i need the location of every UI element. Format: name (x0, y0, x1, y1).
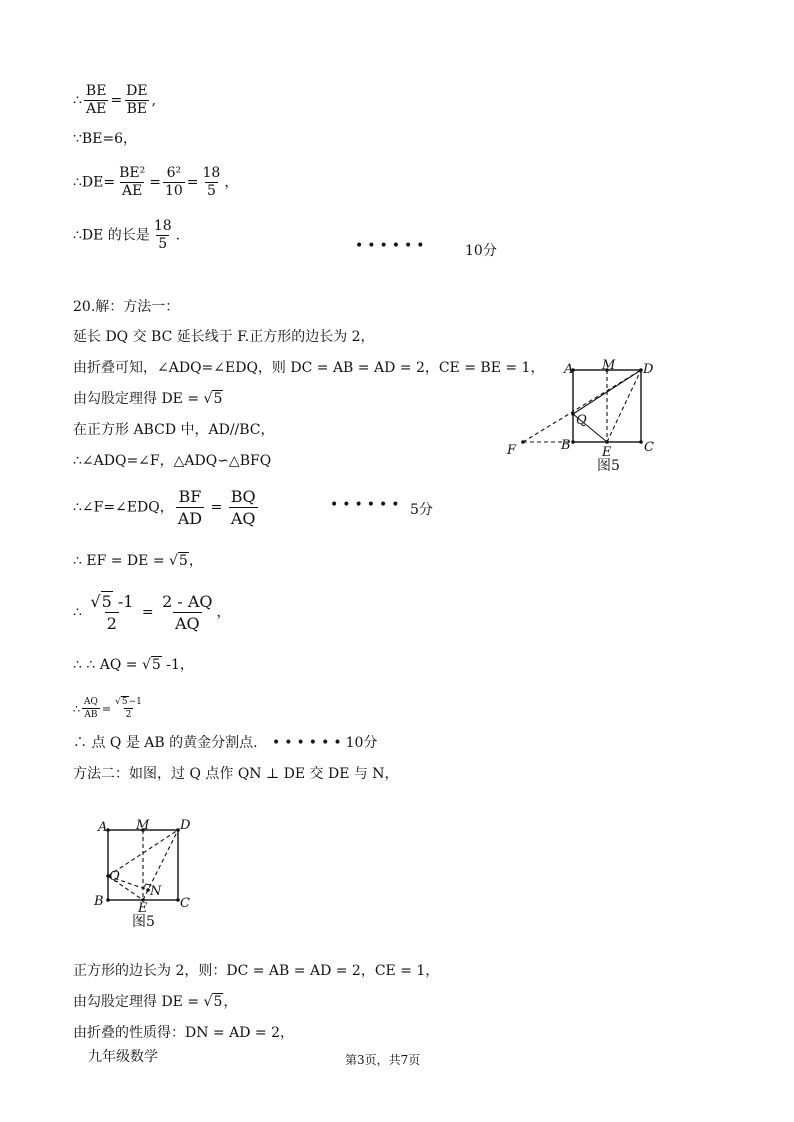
score-dots-10: •••••• (272, 735, 346, 751)
line-fold-property: 由折叠的性质得：DN = AD = 2， (73, 1025, 294, 1041)
fraction-18-5-result: $\frac{18}{5}$ (153, 218, 172, 252)
figure-5-method-two (88, 813, 208, 933)
line-ratio: ∴ $\frac{BE}{AE}$ = $\frac{DE}{BE}$ , (73, 83, 157, 117)
fraction-de-be: $\frac{DE}{BE}$ (126, 83, 148, 117)
label-b: B (561, 438, 571, 453)
sqrt-symbol: √5 (115, 697, 128, 707)
figure-caption: 图5 (597, 458, 620, 474)
line-pythagoras-2: 由勾股定理得 DE = √5， (73, 994, 238, 1010)
method-two: 方法二：如图，过 Q 点作 QN ⊥ DE 交 DE 与 N， (73, 766, 399, 782)
fraction-sqrt5-minus1-over-2: $\frac{√5 -1}{2}$ (90, 592, 134, 633)
sqrt-symbol: √5 (90, 592, 112, 611)
figure-5-method-one (500, 355, 670, 480)
line-similar: ∴∠ADQ=∠F，△ADQ∽△BFQ (73, 453, 272, 469)
fraction-aq-ab: $\frac{AQ}{AB}$ (84, 697, 98, 720)
line-equation: ∴ $\frac{√5 -1}{2}$ = $\frac{2 - AQ}{AQ}$ ， (73, 592, 231, 633)
line-fold: 由折叠可知，∠ADQ=∠EDQ，则 DC = AB = AD = 2，CE = BE = 1， (73, 360, 545, 376)
label-b: B (94, 894, 104, 909)
question-20-header: 20.解：方法一： (73, 299, 180, 315)
fraction-bf-ad: $\frac{BF}{AD}$ (177, 487, 203, 528)
fraction-2-aq-over-aq: $\frac{2 - AQ}{AQ}$ (162, 592, 213, 633)
score-label-5: 5分 (410, 502, 433, 518)
label-q: Q (576, 413, 587, 428)
label-n: N (150, 884, 162, 899)
line-ratio-bf: ∴∠F=∠EDQ， $\frac{BF}{AD}$ = $\frac{BQ}{AQ}$ (73, 487, 256, 528)
sqrt-symbol: √5 (141, 657, 161, 673)
figure-caption: 图5 (132, 914, 155, 930)
score-dots-5: •••••• (330, 497, 404, 513)
fraction-be2-ae: $\frac{\text{BE²}}{AE}$ (119, 165, 146, 199)
score-dots: •••••• (355, 238, 429, 254)
sqrt-symbol: √5 (203, 391, 223, 407)
fraction-be-ae: $\frac{BE}{AE}$ (85, 83, 107, 117)
line-be: ∵BE=6， (73, 131, 138, 147)
label-m: M (602, 358, 616, 373)
label-a: A (98, 820, 108, 835)
footer-subject: 九年级数学 (88, 1049, 158, 1065)
label-c: C (644, 440, 654, 455)
line-ef: ∴ EF = DE = √5， (73, 553, 203, 569)
line-side: 正方形的边长为 2，则：DC = AB = AD = 2，CE = 1， (73, 963, 440, 979)
label-f: F (507, 443, 517, 458)
line-aq: ∴ ∴ AQ = √5 -1， (73, 657, 194, 673)
score-label-10: 10分 (345, 735, 378, 751)
label-e: E (138, 901, 148, 916)
line-aq-ab: ∴ $\frac{AQ}{AB}$ = $\frac{√5-1}{2}$ (73, 697, 142, 720)
label-a: A (564, 362, 574, 377)
line-de-value: ∴DE= $\frac{\text{BE²}}{AE}$ = $\frac{\text{6²}}{10}$ = $\frac{18}{5}$ ， (73, 165, 239, 199)
line-de-length: ∴DE 的长是 $\frac{18}{5}$ . (73, 218, 181, 252)
label-q: Q (109, 869, 120, 884)
fraction-18-5: $\frac{18}{5}$ (202, 165, 221, 199)
line-pythagoras: 由勾股定理得 DE = √5 (73, 391, 223, 407)
fraction-36-10: $\frac{\text{6²}}{10}$ (164, 165, 183, 199)
line-parallel: 在正方形 ABCD 中，AD//BC， (73, 422, 275, 438)
sqrt-symbol: √5 (169, 553, 188, 569)
fraction-golden: $\frac{√5-1}{2}$ (115, 697, 142, 720)
label-e: E (602, 445, 612, 460)
label-d: D (643, 362, 654, 377)
sqrt-symbol: √5 (203, 994, 223, 1010)
line-golden: ∴ 点 Q 是 AB 的黄金分割点. ••••••10分 (73, 735, 378, 751)
score-label: 10分 (465, 243, 497, 259)
line-extend: 延长 DQ 交 BC 延长线于 F.正方形的边长为 2， (73, 329, 375, 345)
footer-page-number: 第3页，共7页 (345, 1053, 421, 1067)
label-d: D (180, 818, 191, 833)
label-m: M (136, 818, 150, 833)
fraction-bq-aq: $\frac{BQ}{AQ}$ (230, 487, 256, 528)
label-c: C (180, 896, 190, 911)
